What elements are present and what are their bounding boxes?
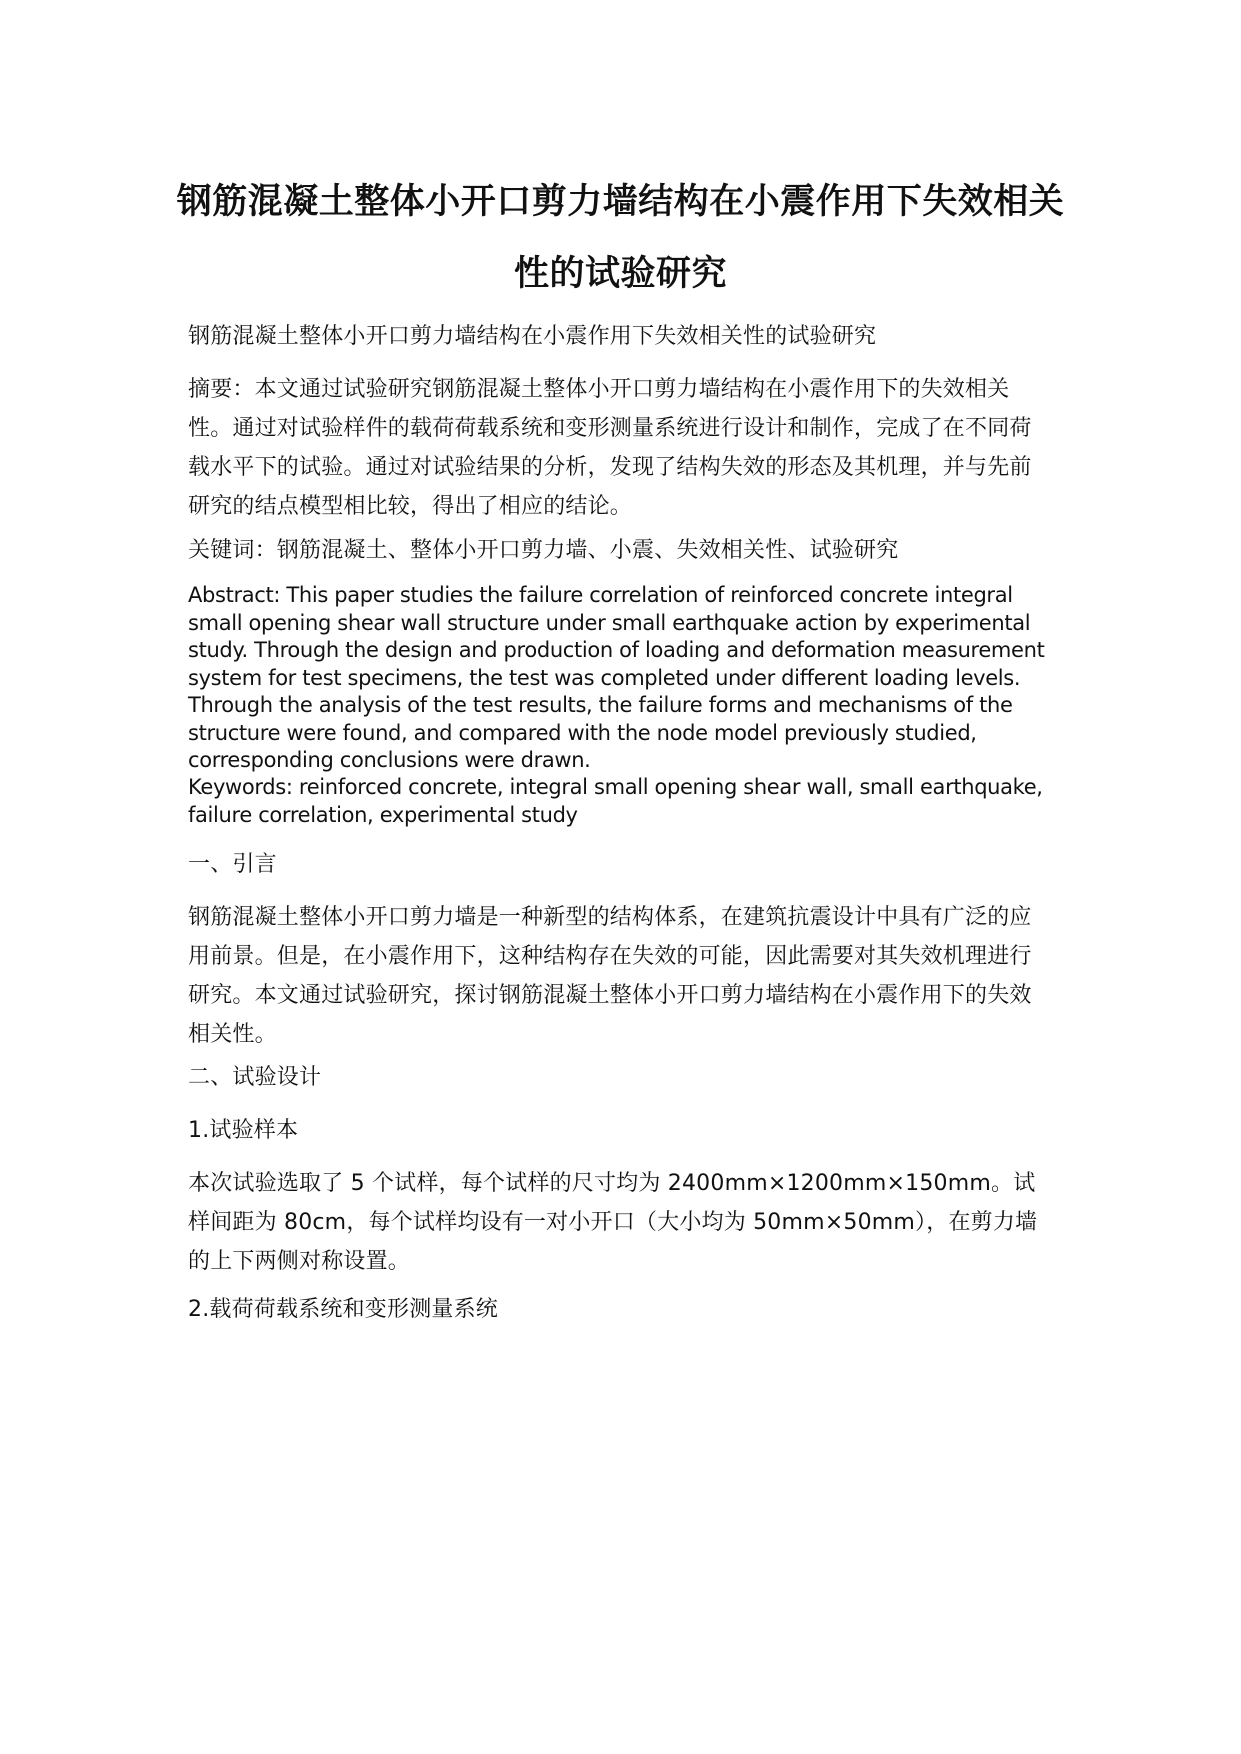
- subsection-1-heading: 1.试验样本: [188, 1118, 299, 1143]
- section-1-body: 钢筋混凝土整体小开口剪力墙是一种新型的结构体系，在建筑抗震设计中具有广泛的应用前景。但是，在小震作用下，这种结构存在失效的可能，因此需要对其失效机理进行研究。本文通过试验研究，探讨钢筋混凝土整体小开口剪力墙结构在小震作用下的失效相关性。: [188, 905, 1032, 1047]
- abstract-english: Abstract: This paper studies the failure correlation of reinforced concrete integral small opening shear wall structure under small earthquake action by experimental study. Through the design and production of loading and deformation measurement system for test specimens, the test was completed under different loading levels. Through the analysis of the test results, the failure forms and mechanisms of the structure were found, and compared with the node model previously studied, corresponding conclusions were drawn.: [188, 583, 1045, 772]
- keywords-english: Keywords: reinforced concrete, integral small opening shear wall, small earthquake, failure correlation, experimental study: [188, 775, 1043, 827]
- keywords-chinese: 关键词：钢筋混凝土、整体小开口剪力墙、小震、失效相关性、试验研究: [188, 538, 899, 563]
- section-1-heading: 一、引言: [188, 852, 277, 877]
- document-title-line-1: 钢筋混凝土整体小开口剪力墙结构在小震作用下失效相关: [176, 182, 1065, 222]
- abstract-chinese: 摘要：本文通过试验研究钢筋混凝土整体小开口剪力墙结构在小震作用下的失效相关性。通过对试验样件的载荷荷载系统和变形测量系统进行设计和制作，完成了在不同荷载水平下的试验。通过对试验结果的分析，发现了结构失效的形态及其机理，并与先前研究的结点模型相比较，得出了相应的结论。: [188, 377, 1032, 519]
- subsection-1-body: 本次试验选取了 5 个试样，每个试样的尺寸均为 2400mm×1200mm×150mm。试样间距为 80cm，每个试样均设有一对小开口（大小均为 50mm×50mm），在剪力墙的上下两侧对称设置。: [188, 1171, 1038, 1274]
- document-subtitle: 钢筋混凝土整体小开口剪力墙结构在小震作用下失效相关性的试验研究: [188, 324, 877, 349]
- subsection-2-heading: 2.载荷荷载系统和变形测量系统: [188, 1297, 498, 1322]
- document-title-line-2: 性的试验研究: [513, 254, 727, 294]
- section-2-heading: 二、试验设计: [188, 1065, 322, 1090]
